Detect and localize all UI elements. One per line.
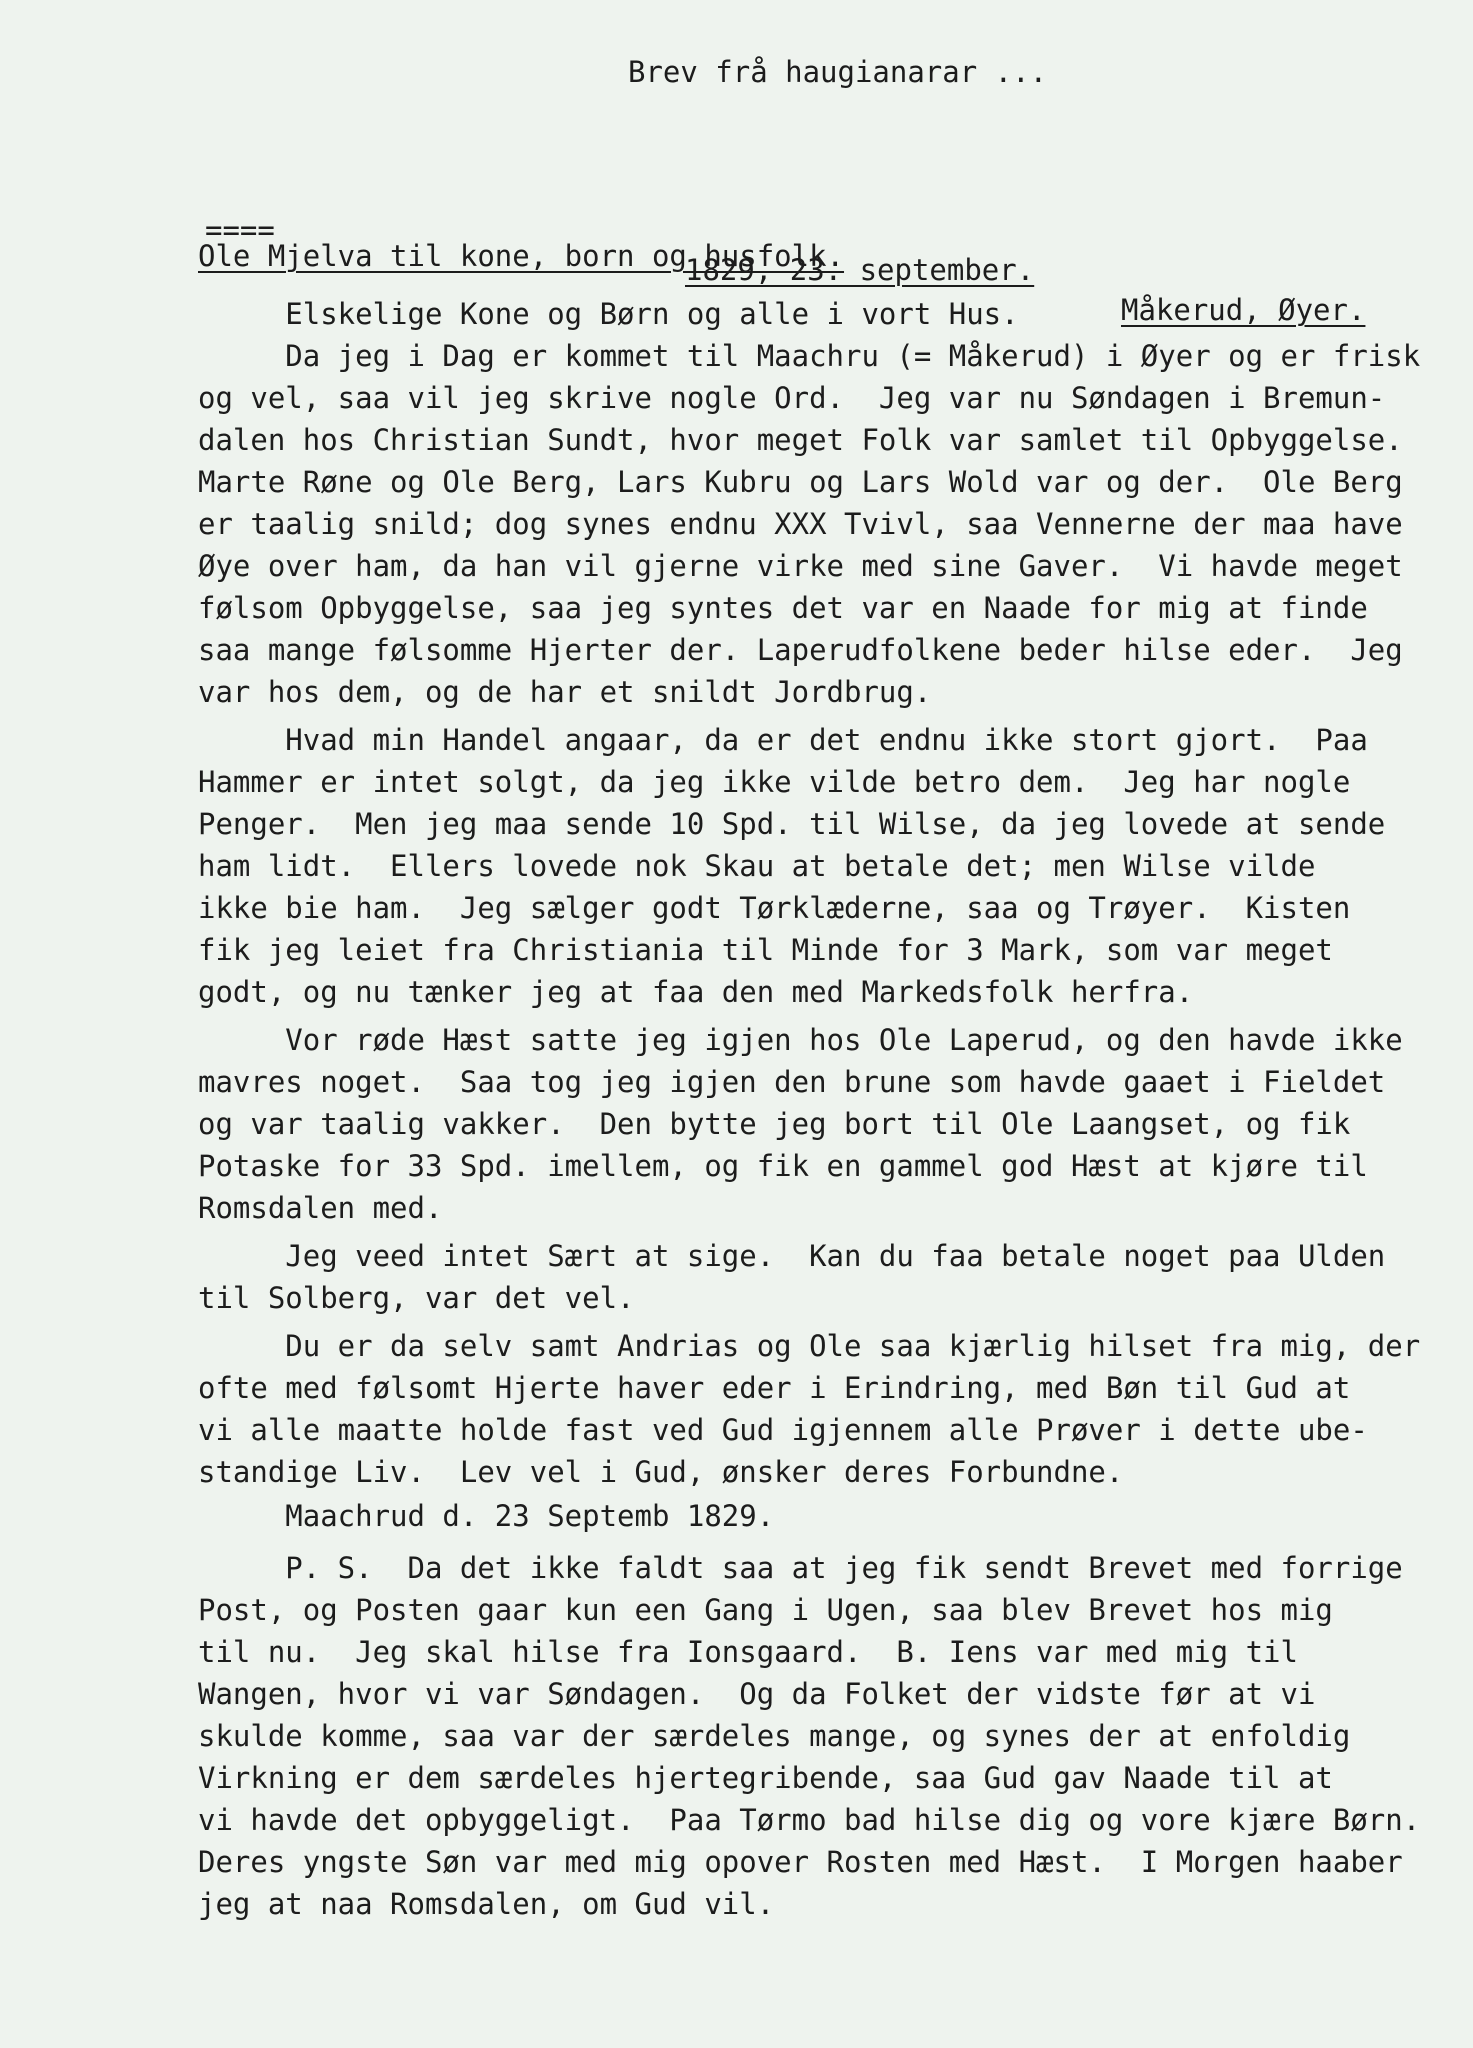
body-line: var hos dem, og de har et snildt Jordbrug. (198, 675, 932, 709)
body-line: Maachrud d. 23 Septemb 1829. (198, 1499, 775, 1533)
separator-mark: ==== (205, 213, 275, 247)
body-line: P. S. Da det ikke faldt saa at jeg fik sendt Brevet med forrige (198, 1551, 1403, 1585)
body-line: ofte med følsomt Hjerte haver eder i Erindring, med Bøn til Gud at (198, 1371, 1351, 1405)
body-line: godt, og nu tænker jeg at faa den med Markedsfolk herfra. (198, 975, 1194, 1009)
body-line: Post, og Posten gaar kun een Gang i Ugen, saa blev Brevet hos mig (198, 1593, 1333, 1627)
body-line: fik jeg leiet fra Christiania til Minde for 3 Mark, som var meget (198, 933, 1333, 967)
body-line: mavres noget. Saa tog jeg igjen den brune som havde gaaet i Fieldet (198, 1065, 1386, 1099)
body-line: Potaske for 33 Spd. imellem, og fik en gammel god Hæst at kjøre til (198, 1149, 1368, 1183)
body-line: ikke bie ham. Jeg sælger godt Tørklæderne, saa og Trøyer. Kisten (198, 891, 1351, 925)
body-line: Marte Røne og Ole Berg, Lars Kubru og Lars Wold var og der. Ole Berg (198, 465, 1403, 499)
body-line: og vel, saa vil jeg skrive nogle Ord. Jeg var nu Søndagen i Bremun- (198, 381, 1386, 415)
body-line: Hammer er intet solgt, da jeg ikke vilde betro dem. Jeg har nogle (198, 765, 1351, 799)
body-line: dalen hos Christian Sundt, hvor meget Folk var samlet til Opbyggelse. (198, 423, 1403, 457)
body-line: ham lidt. Ellers lovede nok Skau at betale det; men Wilse vilde (198, 849, 1316, 883)
body-line: Virkning er dem særdeles hjertegribende, saa Gud gav Naade til at (198, 1761, 1333, 1795)
body-line: Vor røde Hæst satte jeg igjen hos Ole Laperud, og den havde ikke (198, 1023, 1403, 1057)
body-line: skulde komme, saa var der særdeles mange, og synes der at enfoldig (198, 1719, 1351, 1753)
body-line: og var taalig vakker. Den bytte jeg bort til Ole Laangset, og fik (198, 1107, 1351, 1141)
body-line: Da jeg i Dag er kommet til Maachru (= Måkerud) i Øyer og er frisk (198, 339, 1421, 373)
body-line: Du er da selv samt Andrias og Ole saa kjærlig hilset fra mig, der (198, 1329, 1421, 1363)
body-line: Romsdalen med. (198, 1191, 443, 1225)
letter-date: 1829, 23. september. (685, 253, 1035, 287)
body-line: Elskelige Kone og Børn og alle i vort Hus. (198, 297, 1019, 331)
body-line: vi alle maatte holde fast ved Gud igjennem alle Prøver i dette ube- (198, 1413, 1368, 1447)
body-line: standige Liv. Lev vel i Gud, ønsker deres Forbundne. (198, 1455, 1124, 1489)
body-line: Deres yngste Søn var med mig opover Rosten med Hæst. I Morgen haaber (198, 1845, 1403, 1879)
body-line: Wangen, hvor vi var Søndagen. Og da Folket der vidste før at vi (198, 1677, 1316, 1711)
body-line: til Solberg, var det vel. (198, 1281, 635, 1315)
body-line: Jeg veed intet Sært at sige. Kan du faa betale noget paa Ulden (198, 1239, 1386, 1273)
body-line: er taalig snild; dog synes endnu XXX Tvivl, saa Vennerne der maa have (198, 507, 1403, 541)
body-line: Øye over ham, da han vil gjerne virke med sine Gaver. Vi havde meget (198, 549, 1403, 583)
body-line: vi havde det opbyggeligt. Paa Tørmo bad hilse dig og vore kjære Børn. (198, 1803, 1421, 1837)
body-line: jeg at naa Romsdalen, om Gud vil. (198, 1887, 775, 1921)
letter-place: Måkerud, Øyer. (1121, 293, 1366, 327)
running-header: Brev frå haugianarar ... (628, 55, 1048, 89)
body-line: saa mange følsomme Hjerter der. Laperudfolkene beder hilse eder. Jeg (198, 633, 1403, 667)
letter-subject: Ole Mjelva til kone, born og husfolk. (198, 239, 845, 273)
body-line: følsom Opbyggelse, saa jeg syntes det var en Naade for mig at finde (198, 591, 1368, 625)
body-line: Penger. Men jeg maa sende 10 Spd. til Wilse, da jeg lovede at sende (198, 807, 1386, 841)
body-line: Hvad min Handel angaar, da er det endnu ikke stort gjort. Paa (198, 723, 1368, 757)
body-line: til nu. Jeg skal hilse fra Ionsgaard. B. Iens var med mig til (198, 1635, 1298, 1669)
